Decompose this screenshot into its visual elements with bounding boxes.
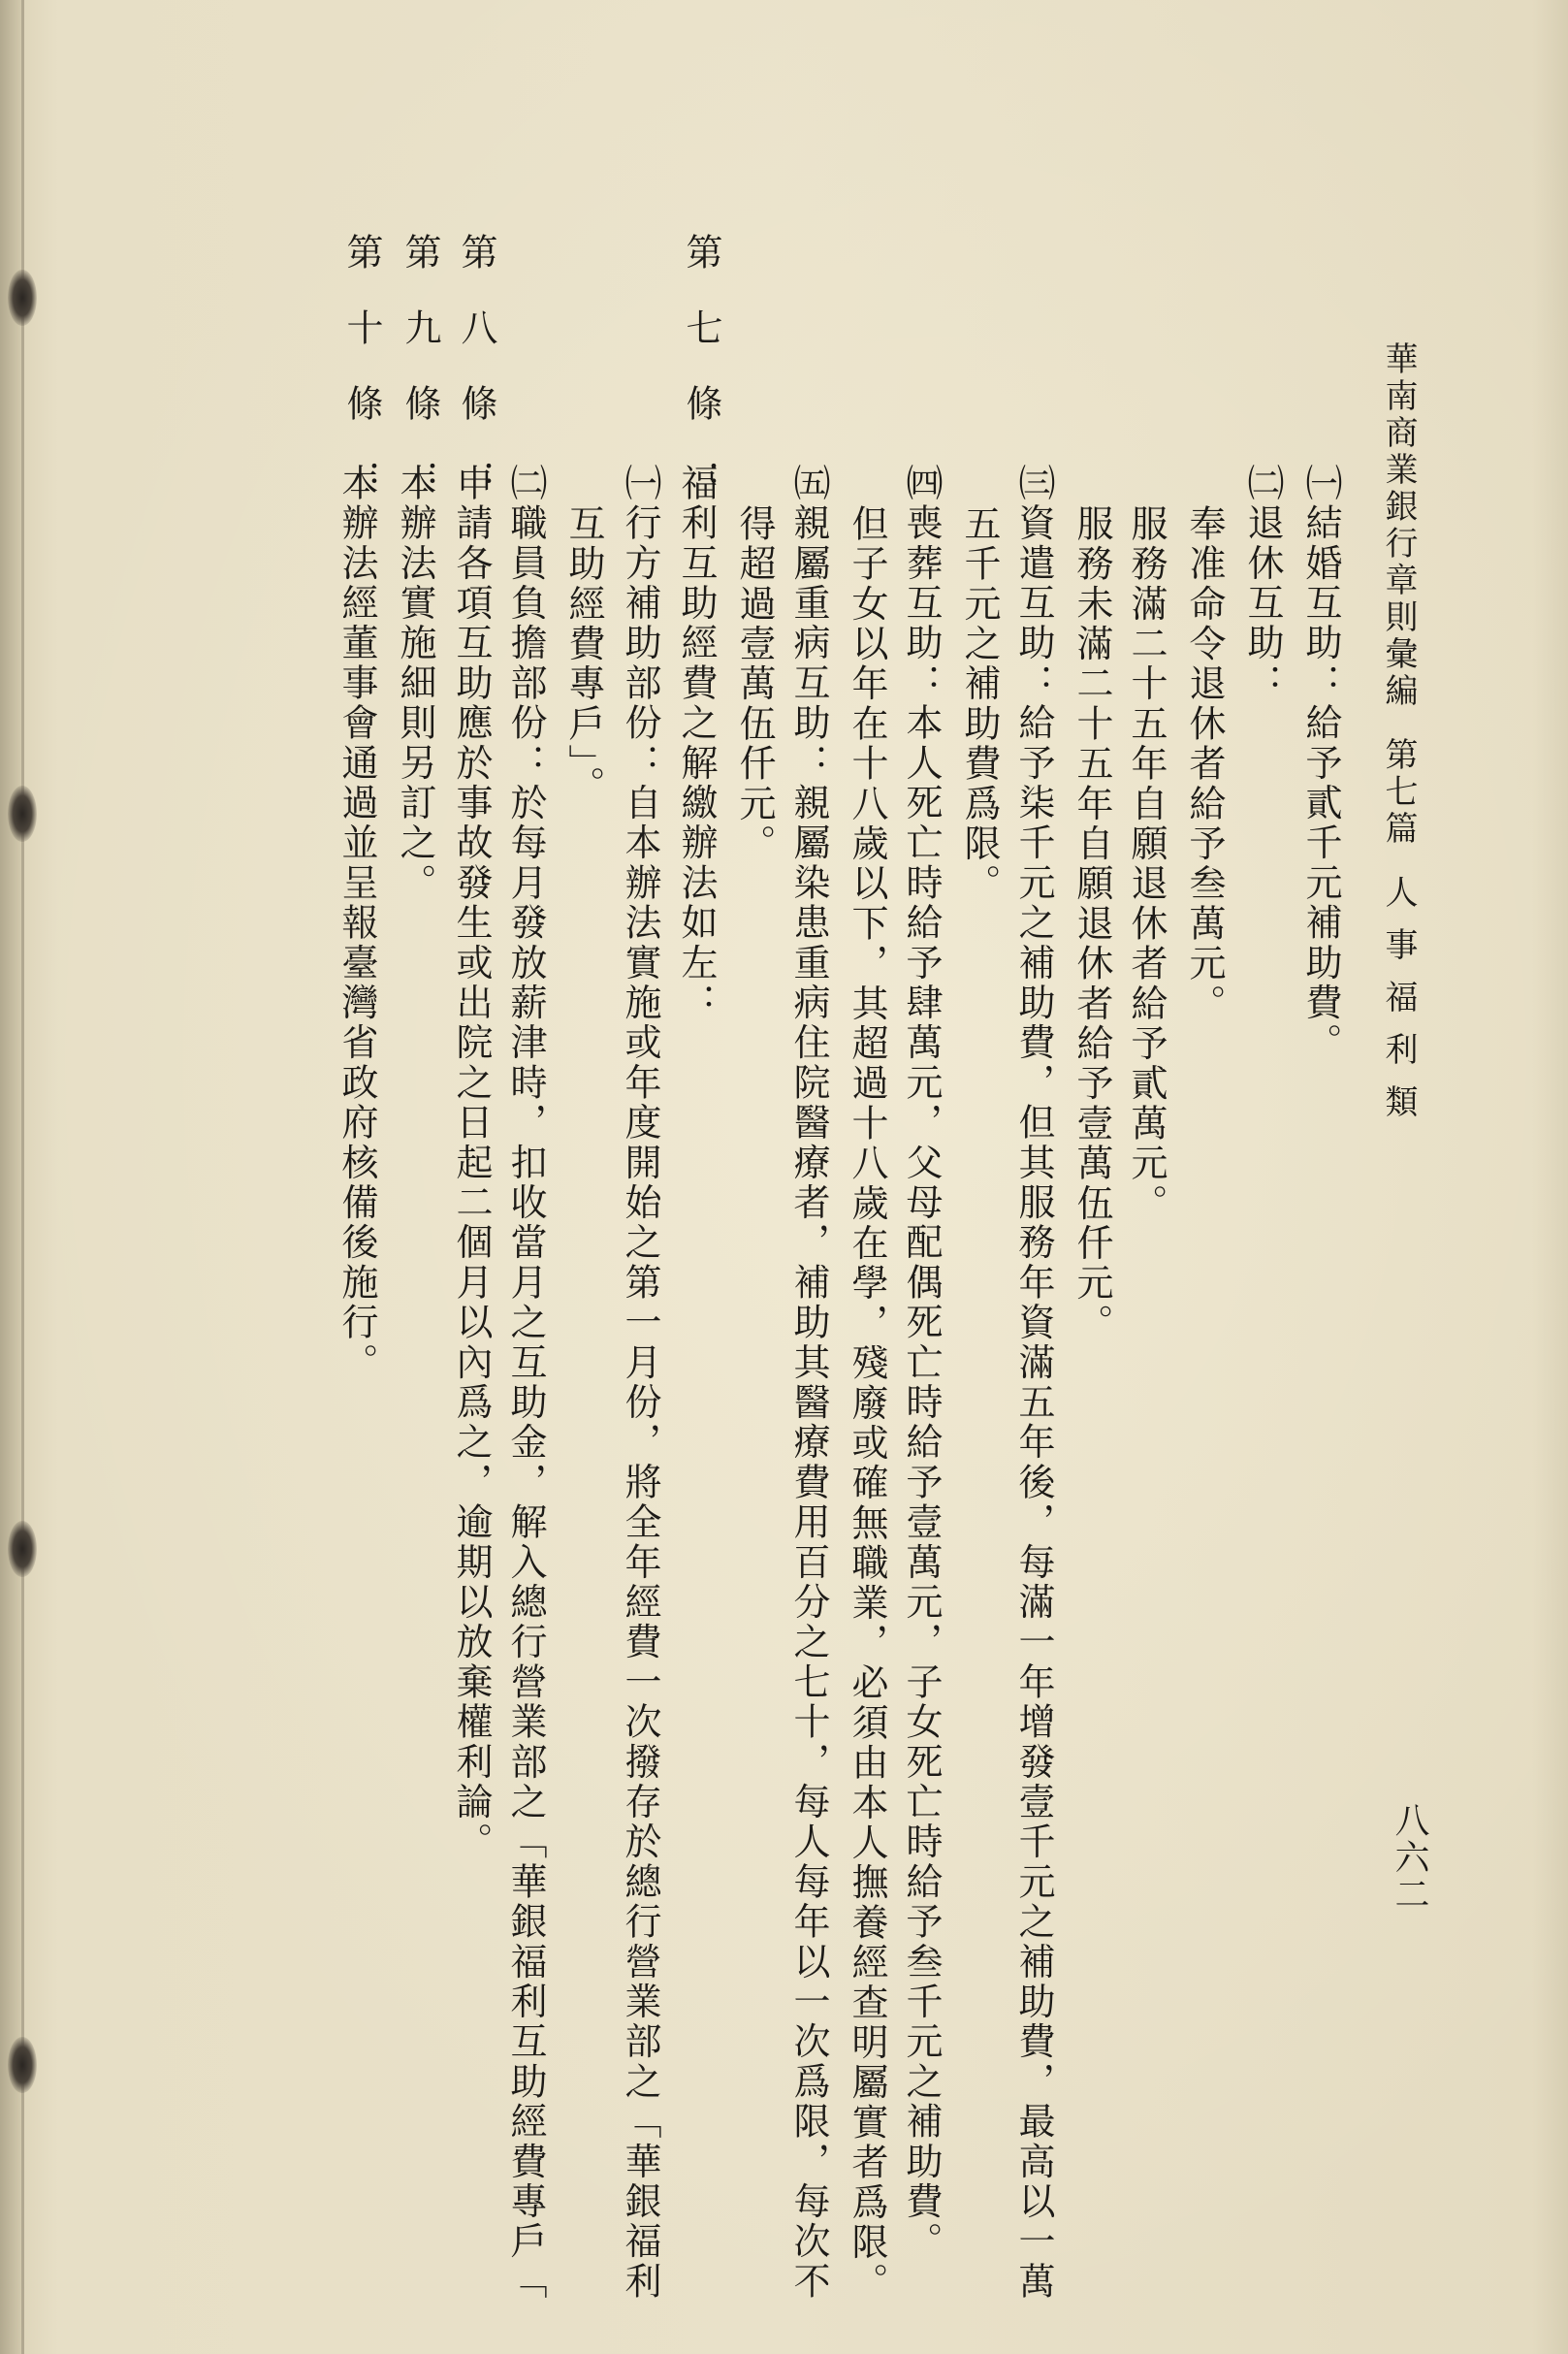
text-line: 申請各項互助應於事故發生或出院之日起二個月以內爲之，逾期以放棄權利論。 xyxy=(450,464,493,1862)
text-line: 互助經費專戶」。 xyxy=(562,504,605,806)
article-9-number: 第九條： xyxy=(399,233,441,535)
binding-hole xyxy=(8,1521,37,1577)
binding-line xyxy=(21,0,24,2354)
text-line: 奉准命令退休者給予叁萬元。 xyxy=(1183,504,1226,1024)
text-line: 服務未滿二十五年自願退休者給予壹萬伍仟元。 xyxy=(1071,504,1113,1344)
text-line: ㈡職員負擔部份：於每月發放薪津時，扣收當月之互助金，解入總行營業部之「華銀福利互助經費專戶「 xyxy=(504,464,547,2303)
binding-hole xyxy=(8,2037,37,2093)
section-label: 第七篇 xyxy=(1379,737,1418,848)
page-number: 八六二 xyxy=(1390,1802,1429,1913)
text-line: ㈢資遣互助：給予柒千元之補助費，但其服務年資滿五年後，每滿一年增發壹千元之補助費，最高以一萬 xyxy=(1012,464,1055,2303)
text-line: ㈣喪葬互助：本人死亡時給予肆萬元，父母配偶死亡時給予壹萬元，子女死亡時給予叁千元之補助費。 xyxy=(900,464,943,2262)
text-line: ㈡退休互助： xyxy=(1241,464,1284,704)
text-line: 本辦法實施細則另訂之。 xyxy=(394,464,436,904)
article-10-number: 第十條： xyxy=(340,233,383,535)
text-line: 五千元之補助費爲限。 xyxy=(958,504,1001,904)
binding-hole xyxy=(8,786,37,842)
book-title: 華南商業銀行章則彙編 xyxy=(1379,341,1418,710)
binding-hole xyxy=(8,270,37,326)
text-line: 本辦法經董事會通過並呈報臺灣省政府核備後施行。 xyxy=(336,464,378,1383)
text-line: 得超過壹萬伍仟元。 xyxy=(733,504,776,864)
binding-edge xyxy=(0,0,21,2354)
running-header xyxy=(1377,341,1420,1137)
text-line: 但子女以年在十八歲以下，其超過十八歲在學，殘廢或確無職業，必須由本人撫養經查明屬實者爲限。 xyxy=(846,504,888,2303)
text-line: ㈤親屬重病互助：親屬染患重病住院醫療者，補助其醫療費用百分之七十，每人每年以一次爲限，每次不 xyxy=(787,464,830,2303)
text-line: 服務滿二十五年自願退休者給予貳萬元。 xyxy=(1125,504,1168,1224)
text-line: 福利互助經費之解繳辦法如左： xyxy=(675,464,718,1023)
article-8-number: 第八條： xyxy=(455,233,497,535)
article-7-number: 第七條： xyxy=(680,233,722,535)
text-line: ㈠結婚互助：給予貳千元補助費。 xyxy=(1299,464,1342,1063)
text-line: ㈠行方補助部份：自本辦法實施或年度開始之第一月份，將全年經費一次撥存於總行營業部之「華銀福利 xyxy=(619,464,661,2303)
bleed-through-shadow xyxy=(136,407,213,1765)
category-label: 人事福利類 xyxy=(1379,875,1418,1137)
